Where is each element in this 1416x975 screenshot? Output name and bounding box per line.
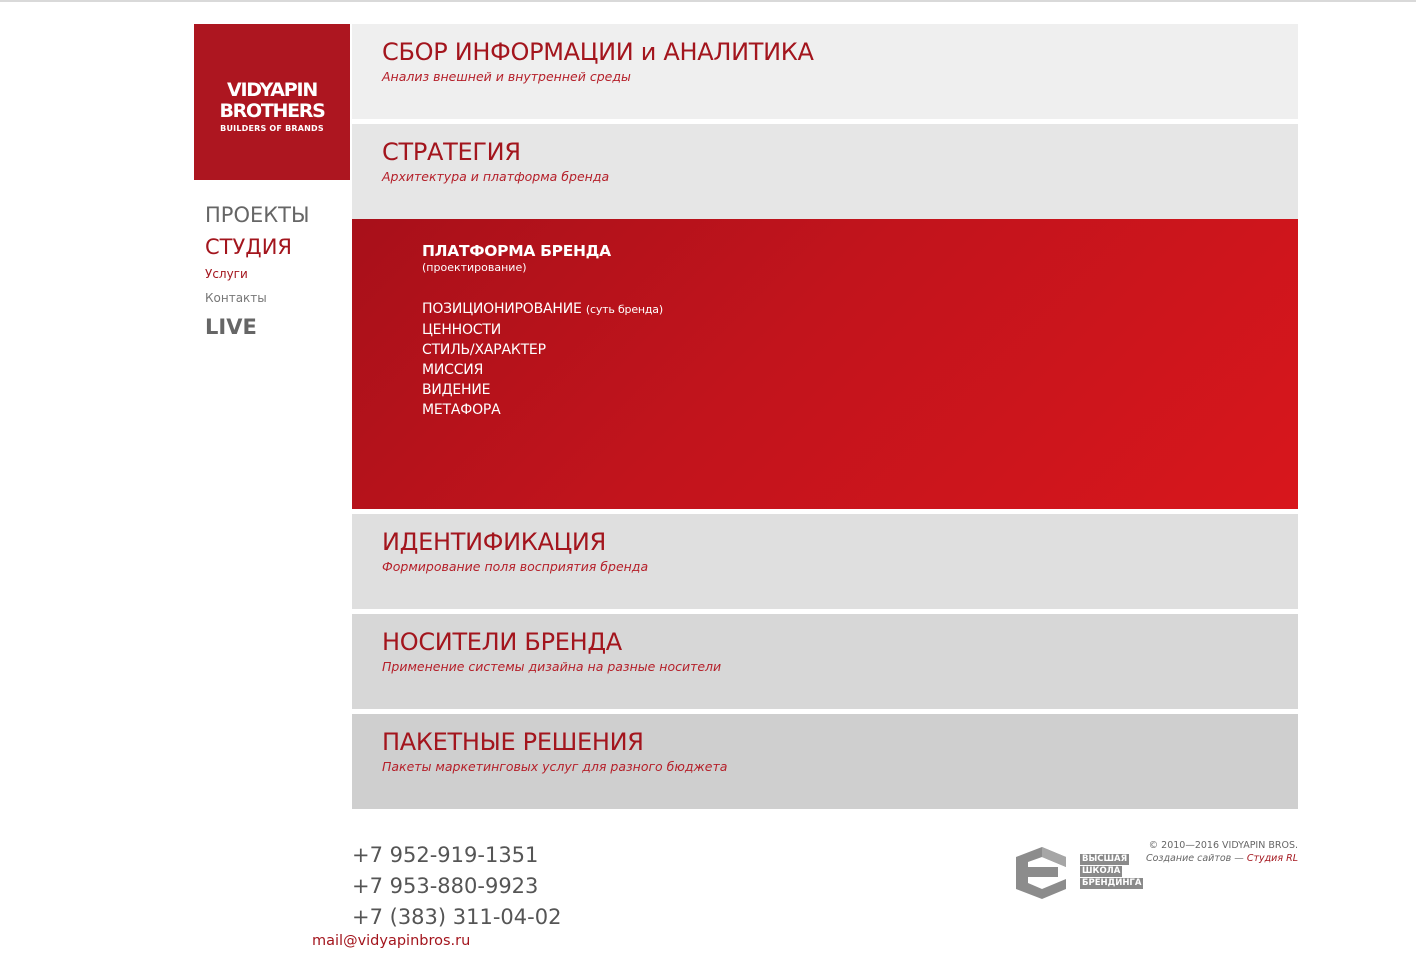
strategy-details-panel bbox=[352, 219, 1298, 509]
service-subtitle: Пакеты маркетинговых услуг для разного бюджета bbox=[382, 759, 728, 774]
main-nav bbox=[205, 202, 310, 346]
platform-item: МИССИЯ bbox=[422, 362, 484, 378]
phone-number[interactable]: +7 952-919-1351 bbox=[352, 843, 539, 867]
top-border bbox=[0, 0, 1416, 2]
copyright bbox=[1146, 839, 1298, 865]
platform-item: ЦЕННОСТИ bbox=[422, 322, 501, 338]
service-subtitle: Применение системы дизайна на разные носители bbox=[382, 659, 722, 674]
branding-school-logo[interactable] bbox=[1014, 845, 1144, 901]
copyright-text: © 2010—2016 VIDYAPIN BROS. bbox=[1148, 840, 1298, 851]
service-title: ИДЕНТИФИКАЦИЯ bbox=[382, 528, 606, 556]
nav-projects[interactable]: ПРОЕКТЫ bbox=[205, 203, 310, 227]
service-subtitle: Формирование поля восприятия бренда bbox=[382, 559, 649, 574]
phone-number[interactable]: +7 (383) 311-04-02 bbox=[352, 905, 562, 929]
logo-tagline: BUILDERS OF BRANDS bbox=[220, 124, 324, 133]
service-title: СБОР ИНФОРМАЦИИ и АНАЛИТИКА bbox=[382, 38, 814, 66]
logo-line-2: BROTHERS bbox=[219, 100, 325, 122]
service-title: ПАКЕТНЫЕ РЕШЕНИЯ bbox=[382, 728, 644, 756]
service-block-packages[interactable] bbox=[352, 714, 1298, 809]
nav-studio[interactable]: СТУДИЯ bbox=[205, 235, 292, 259]
platform-item: СТИЛЬ/ХАРАКТЕР bbox=[422, 342, 546, 358]
platform-note: (проектирование) bbox=[422, 261, 527, 274]
platform-item-positioning: ПОЗИЦИОНИРОВАНИЕ (суть бренда) bbox=[422, 301, 663, 317]
phone-number[interactable]: +7 953-880-9923 bbox=[352, 874, 539, 898]
platform-title: ПЛАТФОРМА БРЕНДА bbox=[422, 242, 611, 260]
service-subtitle: Архитектура и платформа бренда bbox=[382, 169, 610, 184]
logo[interactable] bbox=[194, 24, 350, 180]
service-block-strategy[interactable] bbox=[352, 124, 1298, 219]
service-title: СТРАТЕГИЯ bbox=[382, 138, 521, 166]
service-block-analytics[interactable] bbox=[352, 24, 1298, 119]
email-link[interactable]: mail@vidyapinbros.ru bbox=[312, 933, 471, 949]
platform-item: ВИДЕНИЕ bbox=[422, 382, 491, 398]
service-block-brand-carriers[interactable] bbox=[352, 614, 1298, 709]
nav-contacts[interactable]: Контакты bbox=[205, 291, 267, 305]
phone-list bbox=[352, 840, 561, 933]
site-credit: Создание сайтов — Студия RL bbox=[1145, 853, 1298, 864]
studio-rl-link[interactable]: Студия RL bbox=[1246, 853, 1298, 864]
nav-live[interactable]: LIVE bbox=[205, 315, 257, 339]
branding-school-text: ВЫСШАЯ ШКОЛА БРЕНДИНГА bbox=[1082, 854, 1142, 888]
service-subtitle: Анализ внешней и внутренней среды bbox=[382, 69, 631, 84]
service-title: НОСИТЕЛИ БРЕНДА bbox=[382, 628, 622, 656]
platform-item: МЕТАФОРА bbox=[422, 402, 501, 418]
logo-line-1: VIDYAPIN bbox=[226, 79, 318, 101]
branding-school-icon bbox=[1014, 845, 1076, 901]
nav-services[interactable]: Услуги bbox=[205, 267, 248, 281]
service-block-identification[interactable] bbox=[352, 514, 1298, 609]
